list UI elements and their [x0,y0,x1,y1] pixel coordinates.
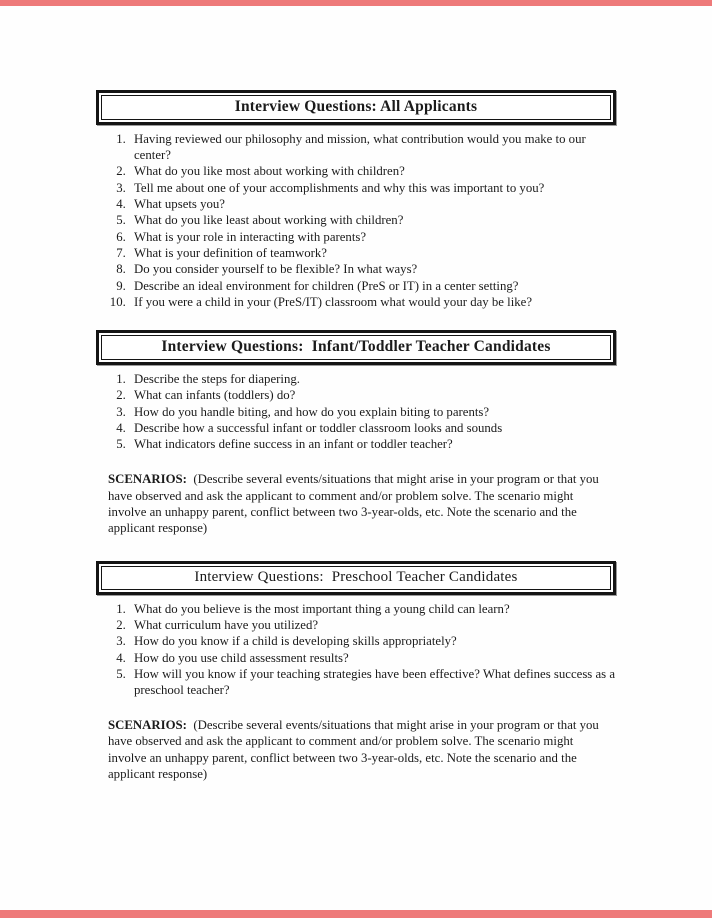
scenarios-label: SCENARIOS: [108,472,187,487]
question-item: 3. How do you know if a child is developing skills appropriately? [129,634,616,650]
question-item: 8. Do you consider yourself to be flexible? In what ways? [129,262,616,278]
question-list [96,372,616,453]
question-item: 2. What can infants (toddlers) do? [129,388,616,404]
question-item: 3. How do you handle biting, and how do you explain biting to parents? [129,405,616,421]
question-list [96,132,616,311]
section-title-box [96,561,616,595]
section-title-inner-border [101,95,611,120]
question-item: 7. What is your definition of teamwork? [129,246,616,262]
section-title-inner-border [101,335,611,360]
scenarios-label: SCENARIOS: [108,717,187,732]
question-item: 1. Describe the steps for diapering. [129,372,616,388]
section-title: Interview Questions: Preschool Teacher Candidates [194,568,518,585]
question-item: 5. What indicators define success in an infant or toddler teacher? [129,437,616,453]
question-item: 2. What do you like most about working with children? [129,164,616,180]
scenarios-paragraph [108,471,613,537]
bottom-border-bar [0,910,712,918]
question-item: 5. How will you know if your teaching strategies have been effective? What defines success as a preschool teacher? [129,667,616,699]
scenarios-paragraph [108,717,613,783]
section-all-applicants [96,90,616,311]
question-item: 3. Tell me about one of your accomplishments and why this was important to you? [129,181,616,197]
section-title: Interview Questions: All Applicants [234,98,478,115]
question-item: 4. Describe how a successful infant or toddler classroom looks and sounds [129,421,616,437]
section-title-box [96,330,616,365]
question-item: 10. If you were a child in your (PreS/IT) classroom what would your day be like? [129,295,616,311]
section-title-inner-border [101,566,611,590]
section-title-box [96,90,616,125]
top-border-bar [0,0,712,6]
question-item: 9. Describe an ideal environment for children (PreS or IT) in a center setting? [129,279,616,295]
scenarios-text: (Describe several events/situations that might arise in your program or that you have observed and ask the applicant to comment and/or problem solve. The scenario might involve an unhappy parent, conflict between two 3-year-olds, etc. Note the scenario and the applicant response) [108,472,599,536]
question-list [96,602,616,699]
section-infant-toddler [96,330,616,537]
question-item: 1. What do you believe is the most important thing a young child can learn? [129,602,616,618]
question-item: 1. Having reviewed our philosophy and mission, what contribution would you make to our center? [129,132,616,164]
question-item: 2. What curriculum have you utilized? [129,618,616,634]
section-title: Interview Questions: Infant/Toddler Teacher Candidates [161,337,551,355]
question-item: 5. What do you like least about working with children? [129,213,616,229]
scenarios-text: (Describe several events/situations that might arise in your program or that you have observed and ask the applicant to comment and/or problem solve. The scenario might involve an unhappy parent, conflict between two 3-year-olds, etc. Note the scenario and the applicant response) [108,717,599,782]
question-item: 4. How do you use child assessment results? [129,651,616,667]
section-preschool [96,561,616,783]
question-item: 4. What upsets you? [129,197,616,213]
document-page [96,90,616,806]
question-item: 6. What is your role in interacting with parents? [129,230,616,246]
